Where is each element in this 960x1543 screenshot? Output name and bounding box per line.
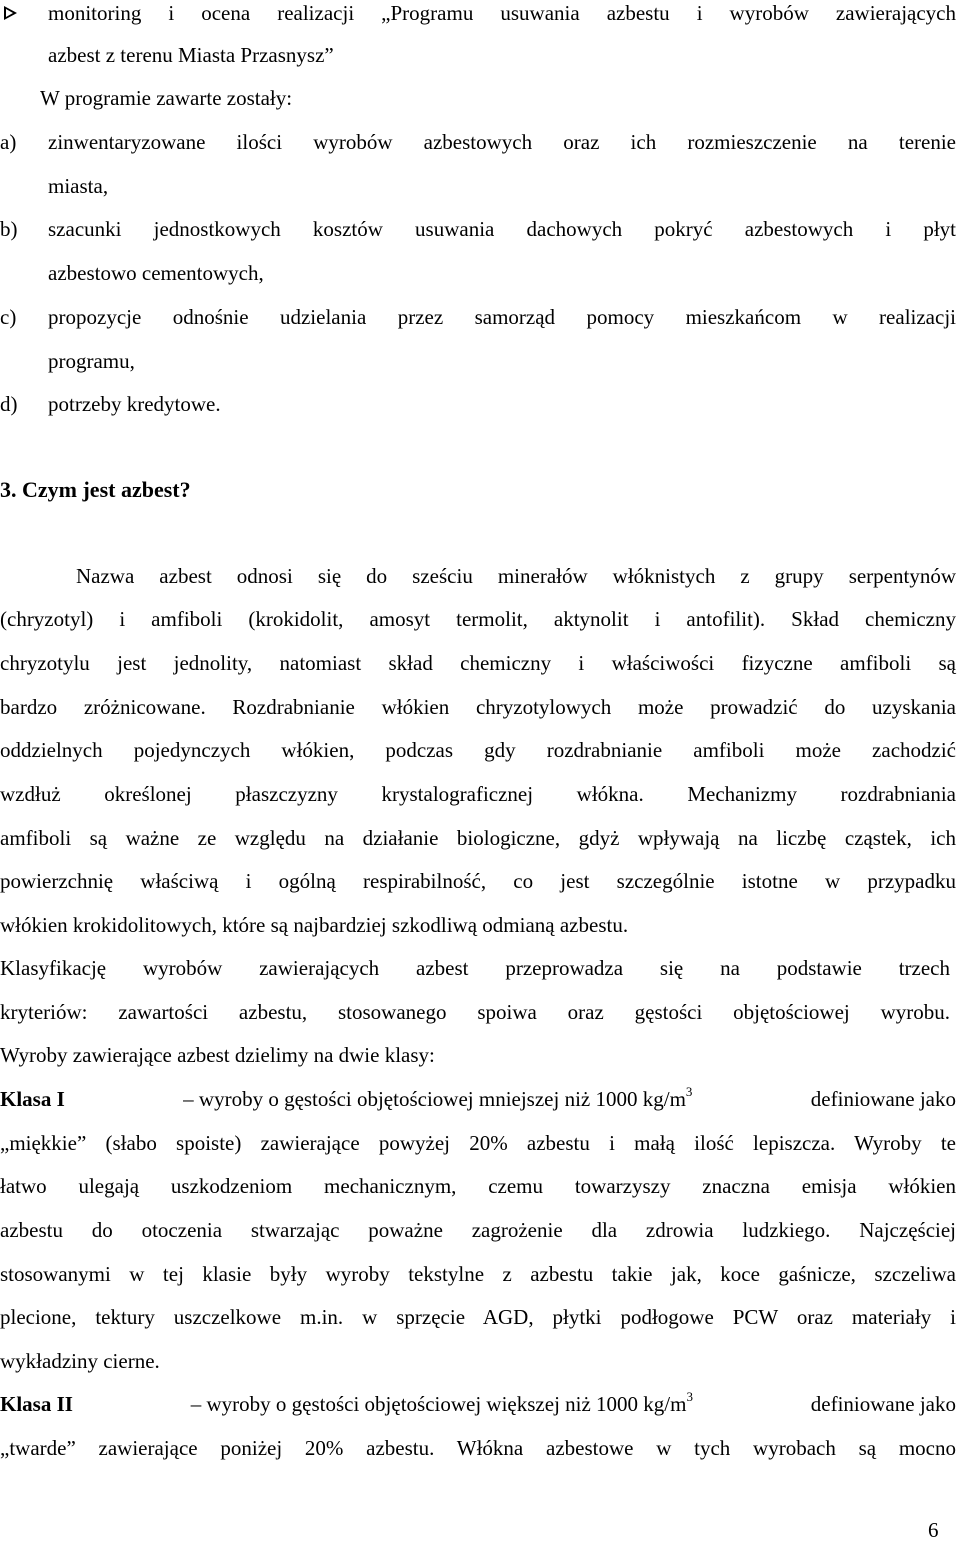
list-text-line-1: szacunki jednostkowych kosztów usuwania dachowych pokryć azbestowych i płyt [48, 217, 956, 241]
section-heading: 3. Czym jest azbest? [0, 477, 191, 502]
paragraph-classes-intro: Wyroby zawierające azbest dzielimy na dwie klasy: [0, 1043, 435, 1067]
paragraph-line: bardzo zróżnicowane. Rozdrabnianie włókien chryzotylowych może prowadzić do uzyskania [0, 695, 956, 719]
paragraph-line: azbestu do otoczenia stwarzając poważne zagrożenie dla zdrowia ludzkiego. Najczęściej [0, 1218, 956, 1242]
list-label: d) [0, 392, 18, 416]
list-text-line-1: potrzeby kredytowe. [48, 392, 221, 416]
paragraph-line: chryzotylu jest jednolity, natomiast skład chemiczny i właściwości fizyczne amfiboli są [0, 651, 956, 675]
page-number: 6 [928, 1518, 939, 1542]
paragraph-line: „twarde” zawierające poniżej 20% azbestu. Włókna azbestowe w tych wyrobach są mocno [0, 1436, 956, 1460]
list-text-line-1: zinwentaryzowane ilości wyrobów azbestowych oraz ich rozmieszczenie na terenie [48, 130, 956, 154]
class-one-label: Klasa I [0, 1087, 65, 1111]
paragraph-line: włókien krokidolitowych, które są najbardziej szkodliwą odmianą azbestu. [0, 913, 629, 937]
paragraph-line: amfiboli są ważne ze względu na działanie biologiczne, gdyż wpływają na liczbę cząstek, ich [0, 826, 956, 850]
paragraph-line: łatwo ulegają uszkodzeniom mechanicznym, czemu towarzyszy znaczna emisja włókien [0, 1174, 956, 1198]
list-text-line-1: propozycje odnośnie udzielania przez samorząd pomocy mieszkańcom w realizacji [48, 305, 956, 329]
paragraph-line: kryteriów: zawartości azbestu, stosowanego spoiwa oraz gęstości objętościowej wyrobu. [0, 1000, 950, 1024]
class-one-definition-end: definiowane jako [810, 1087, 956, 1111]
class-one-definition [183, 1086, 692, 1112]
paragraph-line: powierzchnię właściwą i ogólną respirabilność, co jest szczególnie istotne w przypadku [0, 869, 956, 893]
paragraph-line: stosowanymi w tej klasie były wyroby tekstylne z azbestu takie jak, koce gaśnicze, szczeliwa [0, 1262, 956, 1286]
list-label: c) [0, 305, 17, 329]
arrow-bullet-icon [4, 6, 17, 20]
superscript-exponent: 3 [686, 1389, 693, 1404]
class-two-definition-end: definiowane jako [810, 1392, 956, 1416]
paragraph-line: plecione, tektury uszczelkowe m.in. w sprzęcie AGD, płytki podłogowe PCW oraz materiały i [0, 1305, 956, 1329]
list-text-line-2: miasta, [48, 174, 109, 198]
paragraph-line: Klasyfikację wyrobów zawierających azbest przeprowadza się na podstawie trzech [0, 956, 950, 980]
paragraph-line: wzdłuż określonej płaszczyzny krystalograficznej włókna. Mechanizmy rozdrabniania [0, 782, 956, 806]
list-text-line-2: azbestowo cementowych, [48, 261, 264, 285]
class-two-definition [191, 1391, 693, 1417]
superscript-exponent: 3 [685, 1084, 693, 1099]
bullet-text-line-2: azbest z terenu Miasta Przasnysz” [48, 43, 334, 67]
class-one-definition-text: – wyroby o gęstości objętościowej mniejszej niż 1000 kg/m [183, 1087, 686, 1111]
class-one-first-line [0, 1086, 956, 1112]
paragraph-line: Nazwa azbest odnosi się do sześciu minerałów włóknistych z grupy serpentynów [76, 564, 956, 588]
class-two-label: Klasa II [0, 1392, 73, 1416]
paragraph-line: wykładziny cierne. [0, 1349, 160, 1373]
bullet-text-line-1: monitoring i ocena realizacji „Programu usuwania azbestu i wyrobów zawierających [48, 1, 956, 25]
list-intro: W programie zawarte zostały: [40, 86, 293, 110]
class-two-first-line [0, 1391, 956, 1417]
paragraph-line: „miękkie” (słabo spoiste) zawierające powyżej 20% azbestu i małą ilość lepiszcza. Wyroby te [0, 1131, 956, 1155]
list-label: a) [0, 130, 17, 154]
list-label: b) [0, 217, 18, 241]
paragraph-line: (chryzotyl) i amfiboli (krokidolit, amosyt termolit, aktynolit i antofilit). Skład chemiczny [0, 607, 956, 631]
class-two-definition-text: – wyroby o gęstości objętościowej większej niż 1000 kg/m [190, 1392, 687, 1416]
paragraph-line: oddzielnych pojedynczych włókien, podczas gdy rozdrabnianie amfiboli może zachodzić [0, 738, 956, 762]
list-text-line-2: programu, [48, 349, 135, 373]
